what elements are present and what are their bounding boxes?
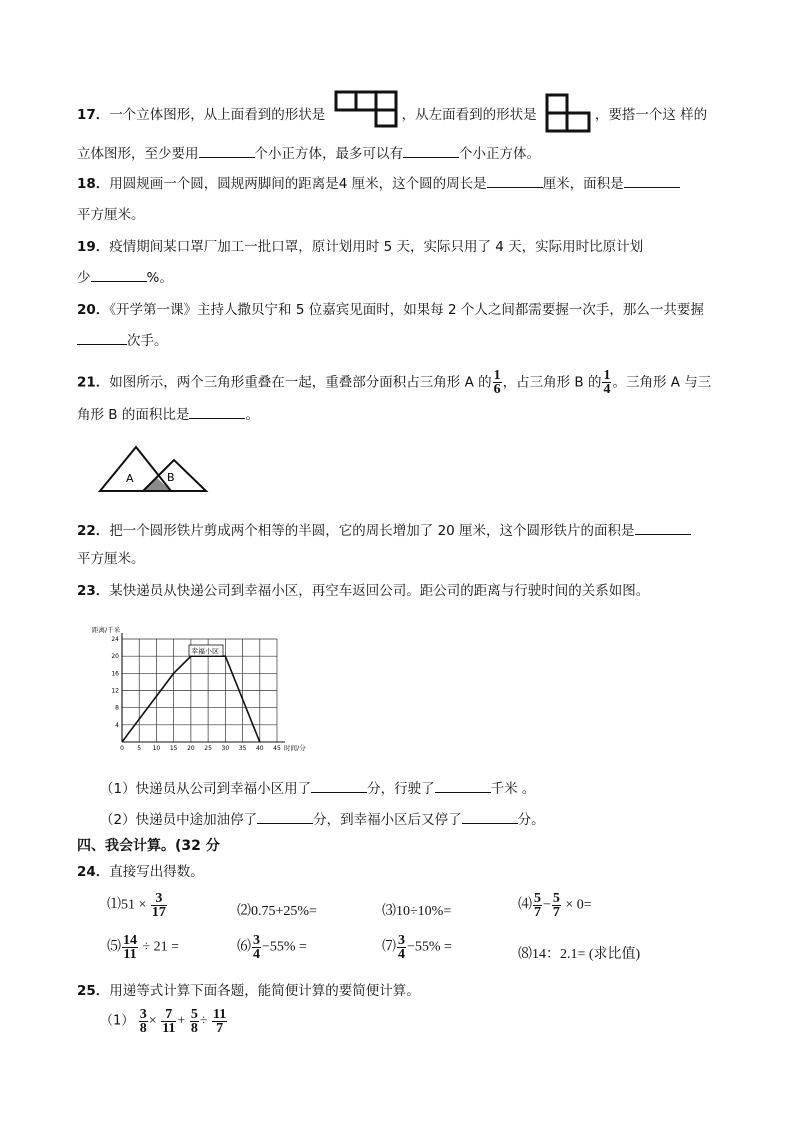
question-text: 个小正方体，最多可以有 bbox=[254, 146, 403, 162]
answer-blank[interactable] bbox=[403, 144, 459, 158]
x-tick-label: 20 bbox=[187, 745, 195, 752]
calc-item-8: ⑻14：2.1= (求比值) bbox=[518, 947, 641, 962]
triangle-b-label: B bbox=[167, 471, 175, 484]
answer-blank[interactable] bbox=[77, 331, 127, 345]
fraction: $\frac{1}{6}$ bbox=[493, 368, 501, 397]
x-tick-label: 0 bbox=[120, 745, 124, 752]
x-tick-label: 45 bbox=[273, 745, 281, 752]
y-tick-label: 12 bbox=[111, 687, 119, 695]
question-19-line1 bbox=[77, 237, 643, 257]
question-text: 用圆规画一个圆，圆规两脚间的距离是4 厘米，这个圆的周长是 bbox=[109, 176, 487, 192]
y-tick-label: 8 bbox=[115, 704, 119, 712]
question-number: 19． bbox=[77, 239, 110, 255]
calc-item-4: ⑷ $\frac{5}{7}$ − $\frac{5}{7}$ × 0= bbox=[518, 891, 592, 920]
question-text: %。 bbox=[146, 270, 173, 286]
question-text: 千米 。 bbox=[490, 781, 536, 797]
distance-time-chart bbox=[92, 624, 306, 754]
question-23-line1 bbox=[77, 581, 649, 601]
answer-blank[interactable] bbox=[189, 405, 245, 419]
question-text: 如图所示，两个三角形重叠在一起，重叠部分面积占三角形 A 的 bbox=[109, 374, 492, 391]
question-text: 分，到幸福小区后又停了 bbox=[313, 812, 462, 828]
left-view-shape-icon bbox=[545, 93, 591, 133]
question-text: 少 bbox=[77, 270, 91, 286]
question-text: 某快递员从快递公司到幸福小区，再空车返回公司。距公司的距离与行驶时间的关系如图。 bbox=[109, 583, 650, 599]
x-axis-label: 时间/分 bbox=[284, 744, 306, 752]
triangle-a-label: A bbox=[126, 472, 134, 485]
question-23-sub1 bbox=[100, 779, 535, 799]
question-text: 分。 bbox=[517, 812, 545, 828]
question-text: 分，行驶了 bbox=[367, 781, 435, 797]
question-18-line1 bbox=[77, 174, 680, 194]
calc-item-1: ⑴51 × $\frac{3}{17}$ bbox=[107, 891, 166, 920]
question-number: 17． bbox=[77, 107, 110, 123]
question-text: 《开学第一课》主持人撒贝宁和 5 位嘉宾见面时，如果每 2 个人之间都需要握一次手，那么一共要握 bbox=[109, 302, 704, 318]
question-number: 24． bbox=[77, 864, 110, 880]
section-4-title: 四、我会计算。(32 分 bbox=[77, 838, 220, 854]
question-21-line1 bbox=[77, 369, 711, 396]
question-number: 25． bbox=[77, 983, 110, 999]
x-tick-label: 35 bbox=[238, 745, 247, 752]
question-text: 直接写出得数。 bbox=[109, 864, 204, 880]
question-text: ，要搭一个这 样的 bbox=[594, 107, 708, 123]
y-tick-label: 20 bbox=[111, 653, 119, 661]
question-text: ，占三角形 B 的 bbox=[502, 374, 602, 391]
answer-blank[interactable] bbox=[487, 174, 543, 188]
x-tick-label: 5 bbox=[137, 745, 142, 752]
question-number: 20． bbox=[77, 302, 110, 318]
answer-blank[interactable] bbox=[199, 144, 255, 158]
calc-25-1: （1） $\frac{3}{8}$ × $\frac{7}{11}$ + $\frac{5}{8}$ ÷ $\frac{11}{7}$ bbox=[100, 1007, 227, 1036]
y-tick-label: 4 bbox=[115, 721, 119, 729]
question-text: 。三角形 A 与三 bbox=[612, 374, 712, 391]
x-tick-label: 30 bbox=[221, 745, 230, 752]
x-tick-label: 25 bbox=[204, 745, 212, 752]
calc-item-7: ⑺ $\frac{3}{4}$ −55% = bbox=[382, 933, 452, 962]
question-text: 厘米，面积是 bbox=[542, 176, 624, 192]
fraction: $\frac{1}{4}$ bbox=[603, 368, 611, 397]
question-number: 18． bbox=[77, 176, 110, 192]
question-text: 角形 B 的面积比是 bbox=[77, 407, 190, 423]
x-tick-label: 40 bbox=[255, 745, 264, 752]
question-text: 立体图形，至少要用 bbox=[77, 146, 199, 162]
calc-item-3: ⑶10÷10%= bbox=[382, 904, 452, 919]
overlapping-triangles-figure bbox=[98, 444, 210, 496]
question-text: 个小正方体。 bbox=[459, 146, 540, 162]
question-number: 21． bbox=[77, 374, 110, 391]
answer-blank[interactable] bbox=[257, 810, 313, 824]
calc-item-5: ⑸ $\frac{14}{11}$ ÷ 21 = bbox=[107, 933, 180, 962]
question-text: 疫情期间某口罩厂加工一批口罩，原计划用时 5 天，实际只用了 4 天，实际用时比原计划 bbox=[109, 239, 644, 255]
y-axis-label: 距离/千米 bbox=[92, 626, 121, 634]
question-25-line1 bbox=[77, 981, 420, 1001]
question-24-line1 bbox=[77, 862, 204, 882]
question-17-line2 bbox=[77, 144, 540, 164]
question-22-line1 bbox=[77, 521, 691, 541]
question-17-line1 bbox=[77, 97, 707, 133]
chart-annotation: 幸福小区 bbox=[191, 647, 219, 656]
calc-item-6: ⑹ $\frac{3}{4}$ −55% = bbox=[237, 933, 307, 962]
question-20-line1 bbox=[77, 300, 704, 320]
y-tick-label: 24 bbox=[111, 636, 119, 643]
calc-item-2: ⑵0.75+25%= bbox=[237, 904, 317, 919]
answer-blank[interactable] bbox=[91, 268, 147, 282]
question-text: （2）快递员中途加油停了 bbox=[100, 812, 258, 828]
x-tick-label: 15 bbox=[169, 745, 178, 752]
question-text: 用递等式计算下面各题，能简便计算的要简便计算。 bbox=[109, 983, 420, 999]
question-text: （1）快递员从公司到幸福小区用了 bbox=[100, 781, 312, 797]
answer-blank[interactable] bbox=[635, 521, 691, 535]
y-tick-label: 16 bbox=[111, 670, 119, 678]
question-text: 次手。 bbox=[127, 333, 168, 349]
question-text: ，从左面看到的形状是 bbox=[401, 107, 537, 123]
question-number: 23． bbox=[77, 583, 110, 599]
question-18-line2: 平方厘米。 bbox=[77, 207, 145, 223]
question-number: 22． bbox=[77, 523, 110, 539]
question-23-sub2 bbox=[100, 810, 545, 830]
question-text: 一个立体图形，从上面看到的形状是 bbox=[109, 107, 326, 123]
question-21-line2 bbox=[77, 405, 259, 425]
answer-blank[interactable] bbox=[624, 174, 680, 188]
question-20-line2 bbox=[77, 331, 168, 351]
question-22-line2: 平方厘米。 bbox=[77, 551, 145, 567]
x-tick-label: 10 bbox=[152, 745, 161, 752]
question-text: 。 bbox=[245, 407, 259, 423]
question-text: 把一个圆形铁片剪成两个相等的半圆，它的周长增加了 20 厘米，这个圆形铁片的面积是 bbox=[109, 523, 635, 539]
answer-blank[interactable] bbox=[462, 810, 518, 824]
top-view-shape-icon bbox=[334, 90, 398, 128]
answer-blank[interactable] bbox=[311, 779, 367, 793]
question-19-line2 bbox=[77, 268, 173, 288]
answer-blank[interactable] bbox=[435, 779, 491, 793]
